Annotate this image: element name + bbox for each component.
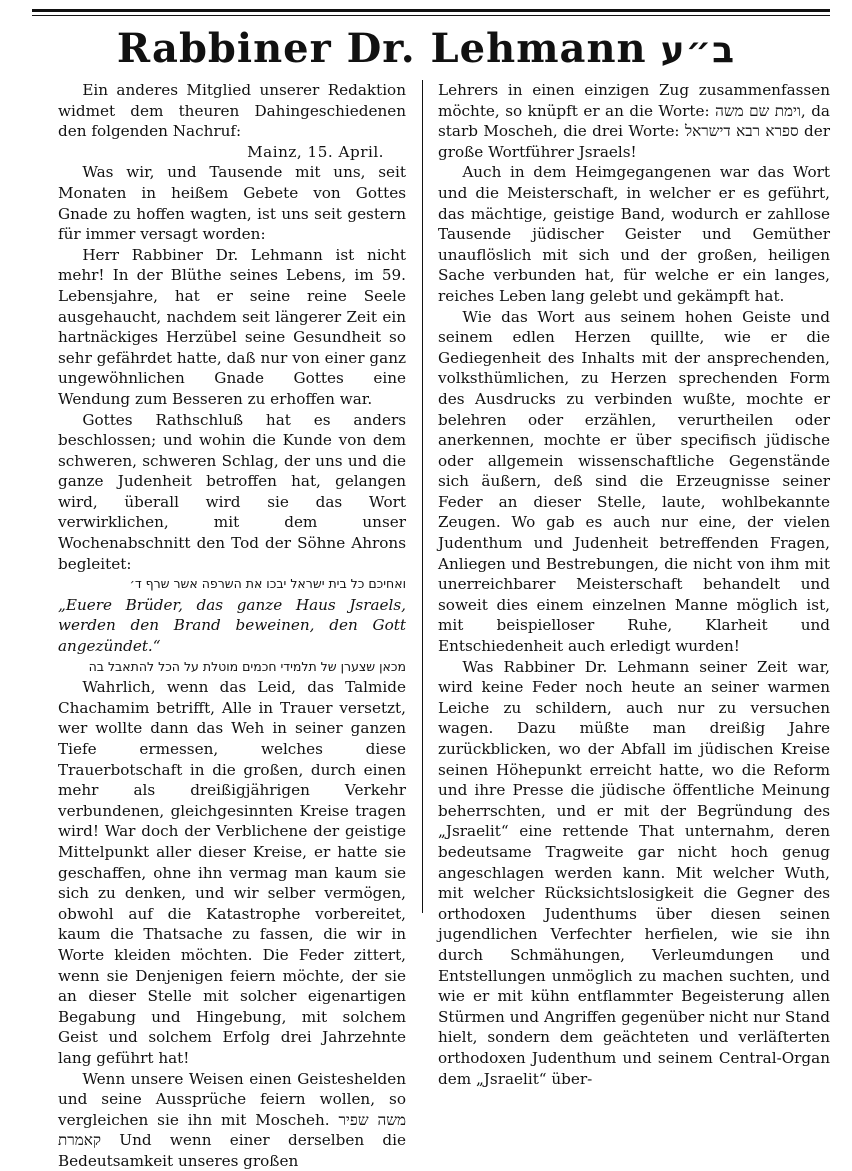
paragraph: Gottes Rathschluß hat es anders beschlossen; und wohin die Kunde von dem schweren, schweren Schlag, der uns und die ganze Judenheit betroffen hat, gelangen wird, überall wird sie das Wort verwirklichen, mit dem unser Wochenabschnitt den Tod der Söhne Ahrons begleitet: — [58, 410, 406, 575]
paragraph: Wahrlich, wenn das Leid, das Talmide Chachamim betrifft, Alle in Trauer versetzt, wer wollte dann das Weh in seiner ganzen Tiefe ermessen, welches diese Trauerbotschaft in die großen, durch einen mehr als dreißigjährigen Verkehr verbundenen, gleichgesinnten Kreise tragen wird! War doch der Verblichene der geistige Mittelpunkt aller dieser Kreise, er hatte sie geschaffen, ohne ihn vermag man kaum sie sich zu denken, und wir selber vermögen, obwohl auf die Katastrophe vorbereitet, kaum die Thatsache zu fassen, die wir in Worte kleiden möchten. Die Feder zittert, wenn sie Denjenigen feiern möchte, der sie an dieser Stelle mit solcher eigenartigen Begabung und Hingebung, mit solchem Geist und solchem Erfolg drei Jahrzehnte lang geführt hat! — [58, 677, 406, 1068]
hebrew-quote: מכאן שצערן של תלמידי חכמים מוטלת על הכל להתאבל בה — [58, 657, 406, 678]
right-column — [438, 80, 830, 915]
top-rule — [32, 9, 830, 12]
article-title-text: Rabbiner Dr. Lehmann — [117, 25, 647, 72]
paragraph: Herr Rabbiner Dr. Lehmann ist nicht mehr! In der Blüthe seines Lebens, im 59. Lebensjahre, hat er seine reine Seele ausgehaucht, nachdem seit längerer Zeit ein hartnäckiges Herzübel seine Gesundheit so sehr gefährdet hatte, daß nur von einer ganz ungewöhnlichen Gnade Gottes eine Wendung zum Besseren zu erhoffen war. — [58, 245, 406, 410]
intro-paragraph: Ein anderes Mitglied unserer Redaktion widmet dem theuren Dahingeschiedenen den folgenden Nachruf: — [58, 80, 406, 142]
article-title-hebrew: ב״ע — [661, 30, 736, 71]
paragraph: Was wir, und Tausende mit uns, seit Monaten in heißem Gebete von Gottes Gnade zu hoffen wagten, ist uns seit gestern für immer versagt worden: — [58, 162, 406, 244]
left-column — [58, 80, 406, 915]
paragraph: Wie das Wort aus seinem hohen Geiste und seinem edlen Herzen quillte, wie er die Gediegenheit des Inhalts mit der ansprechenden, volksthümlichen, zu Herzen sprechenden Form des Ausdrucks zu verbinden wußte, mochte er belehren oder erzählen, verurtheilen oder anerkennen, mochte er über specifisch jüdische oder allgemein wissenschaftliche Gegenstände sich äußern, deß sind die Erzeugnisse seiner Feder an dieser Stelle, laute, wohlbekannte Zeugen. Wo gab es auch nur eine, der vielen Judenthum und Judenheit betreffenden Fragen, Anliegen und Bestrebungen, die nicht von ihm mit unerreichbarer Meisterschaft behandelt und soweit dies einem einzelnen Manne möglich ist, mit beispielloser Ruhe, Klarheit und Entschiedenheit auch erledigt wurden! — [438, 307, 830, 657]
paragraph: Auch in dem Heimgegangenen war das Wort und die Meisterschaft, in welcher er es geführt, das mächtige, geistige Band, wodurch er zahllose Tausende jüdischer Geister und Gemüther unauflöslich mit sich und der großen, heiligen Sache verbunden hat, für welche er ein langes, reiches Leben lang gelebt und gekämpft hat. — [438, 162, 830, 306]
hebrew-quote: ואחיכם כל בית ישראל יבכו את השרפה אשר שרף ד׳ — [58, 574, 406, 595]
german-quote: „Euere Brüder, das ganze Haus Jsraels, werden den Brand beweinen, den Gott angezündet.“ — [58, 595, 406, 657]
continued-paragraph: Lehrers in einen einzigen Zug zusammenfassen möchte, so knüpft er an die Worte: וימת שם משה, da starb Moscheh, die drei Worte: ספרא רבא דישראל der große Wortführer Jsraels! — [438, 80, 830, 162]
paragraph: Wenn unsere Weisen einen Geisteshelden und seine Aussprüche feiern wollen, so vergleichen sie ihn mit Moscheh. משה שפיר קאמרת Und wenn einer derselben die Bedeutsamkeit unseres großen — [58, 1069, 406, 1171]
paragraph: Was Rabbiner Dr. Lehmann seiner Zeit war, wird keine Feder noch heute an seiner warmen Leiche zu schildern, auch nur zu versuchen wagen. Dazu müßte man dreißig Jahre zurückblicken, wo der Abfall im jüdischen Kreise seinen Höhepunkt erreicht hatte, wo die Reform und ihre Presse die jüdische öffentliche Meinung beherrschten, und er mit der Begründung des „Jsraelit“ eine rettende That unternahm, deren bedeutsame Tragweite gar nicht hoch genug angeschlagen werden kann. Mit welcher Wuth, mit welcher Rücksichtslosigkeit die Gegner des orthodoxen Judenthums über diesen seinen jugendlichen Verfechter herfielen, wie sie ihn durch Schmähungen, Verleumdungen und Entstellungen unmöglich zu machen suchten, und wie er mit kühn entflammter Begeisterung allen Stürmen und Angriffen gegenüber nicht nur Stand hielt, sondern dem geächteten und verläſterten orthodoxen Judenthum und seinem Central-Organ dem „Jsraelit“ über- — [438, 657, 830, 1089]
article-title — [0, 26, 852, 74]
dateline: Mainz, 15. April. — [58, 142, 406, 163]
top-rule-thin — [32, 15, 830, 16]
column-divider — [422, 80, 423, 913]
